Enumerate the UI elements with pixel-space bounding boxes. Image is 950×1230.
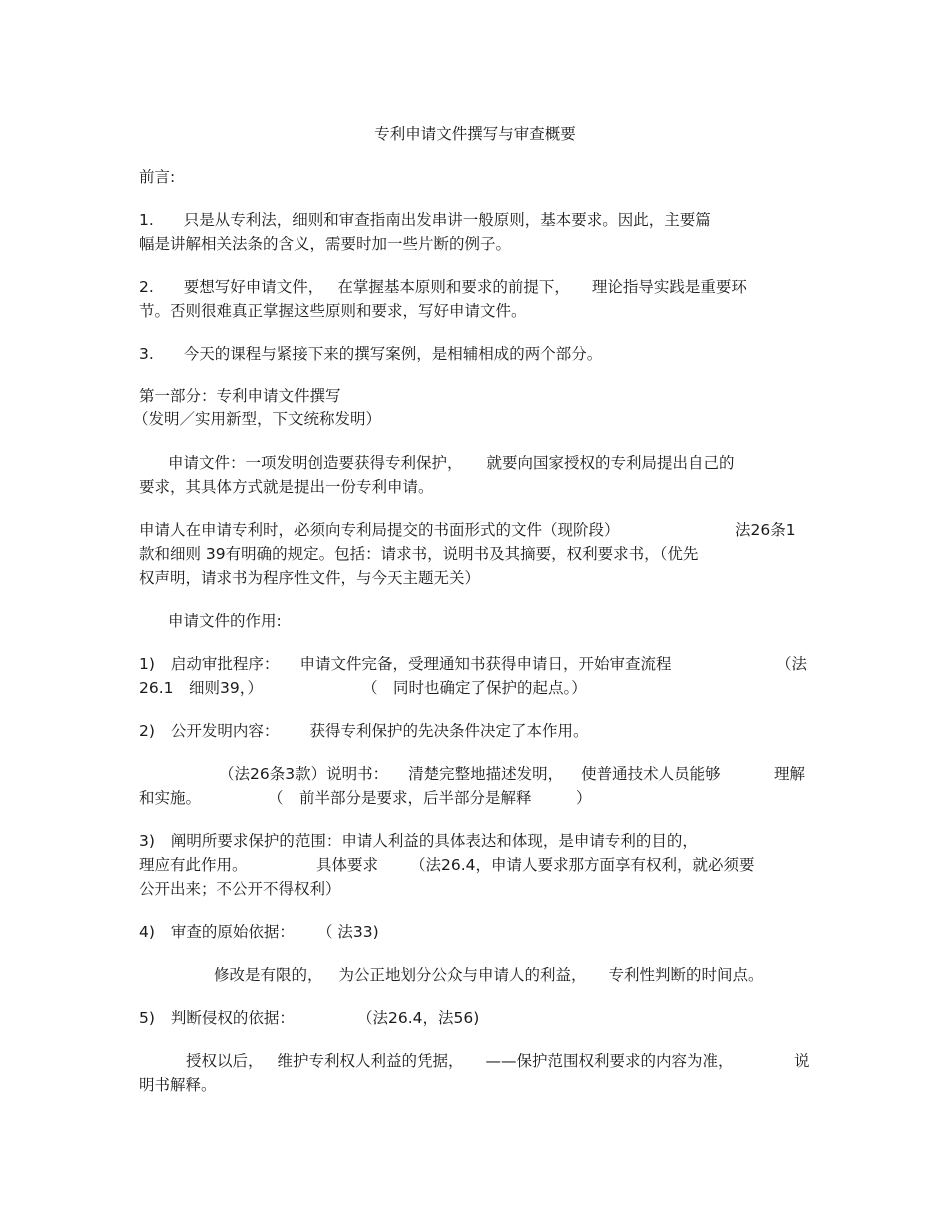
f4-text-b: （ 法33) [316, 923, 379, 941]
item3-number: 3. [139, 345, 154, 363]
preface-label: 前言: [139, 168, 176, 186]
f4-detail-text-b: 为公正地划分公众与申请人的利益， [338, 966, 587, 984]
para-application-line1 [168, 453, 848, 473]
item2-line1 [139, 277, 819, 297]
document-title: 专利申请文件撰写与审查概要 [374, 125, 576, 143]
f3-text-a: 阐明所要求保护的范围：申请人利益的具体表达和体现，是申请专利的目的， [170, 832, 698, 850]
f1-number: 1) [139, 655, 155, 673]
f2-detail-text-g: ） [576, 789, 592, 807]
f3-text-b: 理应有此作用。 [139, 856, 248, 874]
f3-line3: 公开出来；不公开不得权利） [139, 880, 341, 898]
f5-detail-text-a: 授权以后， [186, 1052, 264, 1070]
f2-detail-text-a: （法26条3款）说明书： [219, 765, 389, 783]
f4-number: 4) [139, 923, 155, 941]
f1-line1 [139, 654, 819, 674]
f1-text-c: （法 [776, 655, 808, 673]
f5-detail-text-b: 维护专利权人利益的凭据， [277, 1052, 464, 1070]
item3-line1 [139, 344, 819, 364]
para-applicant-line1 [139, 520, 819, 540]
f2-text-a: 公开发明内容： [170, 722, 280, 740]
item2-text-b: 在掌握基本原则和要求的前提下， [337, 278, 570, 296]
functions-label: 申请文件的作用: [168, 612, 282, 630]
part1-subheading: （发明／实用新型，下文统称发明） [133, 410, 382, 428]
f1-text-a: 启动审批程序： [170, 655, 280, 673]
f5-detail-line1 [186, 1051, 866, 1071]
item1-number: 1. [139, 211, 154, 229]
f2-line1 [139, 721, 819, 741]
f4-text-a: 审查的原始依据： [170, 923, 295, 941]
f4-detail-text-a: 修改是有限的， [214, 966, 323, 984]
item1-text-1: 只是从专利法，细则和审查指南出发串讲一般原则，基本要求。因此，主要篇 [183, 211, 711, 229]
f2-number: 2) [139, 722, 155, 740]
f5-text-a: 判断侵权的依据： [170, 1009, 295, 1027]
f3-number: 3) [139, 832, 155, 850]
f1-text-b: 申请文件完备，受理通知书获得申请日，开始审查流程 [299, 655, 672, 673]
f2-detail-text-b: 清楚完整地描述发明， [408, 765, 564, 783]
item1-line1 [139, 210, 819, 230]
f5-detail-text-c: ——保护范围权利要求的内容为准， [485, 1052, 734, 1070]
para-application-text-a: 申请文件：一项发明创造要获得专利保护， [168, 454, 463, 472]
part1-heading: 第一部分：专利申请文件撰写 [139, 387, 341, 405]
item2-text-a: 要想写好申请文件， [183, 278, 324, 296]
f3-line1 [139, 831, 819, 851]
f4-line1 [139, 922, 819, 942]
para-application-text-b: 就要向国家授权的专利局提出自己的 [486, 454, 735, 472]
f2-detail-text-e: 和实施。 [139, 789, 202, 807]
item2-text-c: 理论指导实践是重要环 [591, 278, 747, 296]
f4-detail-text-c: 专利性判断的时间点。 [608, 966, 764, 984]
f2-text-b: 获得专利保护的先决条件决定了本作用。 [309, 722, 589, 740]
f5-detail-line2: 明书解释。 [139, 1076, 217, 1094]
para-applicant-line3: 权声明，请求书为程序性文件，与今天主题无关） [139, 569, 481, 587]
f1-text-d: 26.1 细则39，） [139, 679, 263, 697]
f3-text-d: （法26.4，申请人要求那方面享有权利，就必须要 [410, 856, 755, 874]
f1-text-e: （ 同时也确定了保护的起点。） [362, 679, 587, 697]
f4-detail-line1 [214, 965, 894, 985]
item2-number: 2. [139, 278, 154, 296]
f2-detail-text-c: 使普通技术人员能够 [581, 765, 721, 783]
f3-text-c: 具体要求 [316, 856, 379, 874]
item2-line2: 节。否则很难真正掌握这些原则和要求，写好申请文件。 [139, 302, 527, 320]
item3-text: 今天的课程与紧接下来的撰写案例，是相辅相成的两个部分。 [183, 345, 603, 363]
f5-text-b: （法26.4，法56) [357, 1009, 480, 1027]
f5-detail-text-d: 说 [794, 1052, 810, 1070]
para-application-line2: 要求，其具体方式就是提出一份专利申请。 [139, 478, 434, 496]
f2-detail-text-d: 理解 [774, 765, 806, 783]
para-applicant-line2: 款和细则 39有明确的规定。包括：请求书，说明书及其摘要，权利要求书，（优先 [139, 545, 699, 563]
para-applicant-text-a: 申请人在申请专利时，必须向专利局提交的书面形式的文件（现阶段） [139, 521, 620, 539]
para-applicant-law-ref: 法26条1 [735, 521, 796, 539]
f5-number: 5) [139, 1009, 155, 1027]
f2-detail-text-f: （ 前半部分是要求，后半部分是解释 [268, 789, 532, 807]
item1-line2: 幅是讲解相关法条的含义，需要时加一些片断的例子。 [139, 235, 512, 253]
